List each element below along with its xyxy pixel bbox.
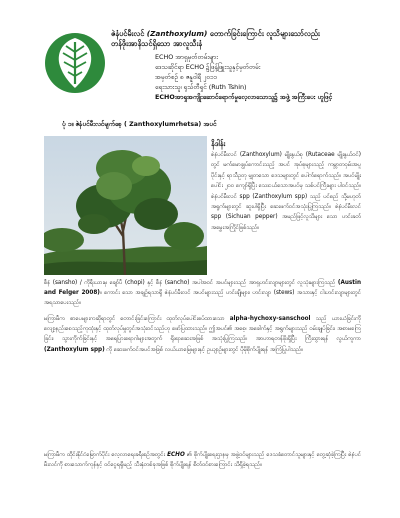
paragraph-3: မကြာမီက ထိုင်းနိုင်ငံမြောက်ပိုင်း လေ့လာရေးခရီးစဉ်အတွင်း ECHO ၏ စိုက်ပျိုးရေးဌာနမှ အဖွဲ့ဝင်များသည် ဒေသခံတောင်သူများနှင့် တွေ့ဆုံခဲ့ကြပြီး ဇဲနံပင်မီးလင်ကို စားသောက်ကုန်နှင့် ဝင်ငွေရရှိမည့် သီးနှံတစ်ခုအဖြစ် စိုက်ပျိုးရန် စိတ်ဝင်စားကြောင်း သိရှိခဲ့ရသည်။ bbox=[44, 452, 362, 469]
meta-series: ECHO အာရှမှတ်တမ်းများ bbox=[155, 53, 218, 61]
tree-photo bbox=[44, 136, 207, 275]
paragraph-2: မကြာမီက စာပေများကဆိုရာတွင် တောင်းခြင်းကြောင်း ထုတ်လုပ်ပေါင်းစပ်ထားသော alpha-hychoxy-sanschool သည် ယားယံခြင်းကို လျော့နည်းစေသည့်ကုထုံးနှင့် ထုတ်လုပ်မှုတွင်အသုံးဝင်သည်ဟု ဖော်ပြထားသည်။ ဤအပင်၏ အစေ့၊ အခေါက်နှင့် အရွက်များသည် ဝမ်းချုပ်ခြင်း၊ အစာမကြေခြင်း၊ သွားကိုက်ခြင်းနှင့် အရေပြားရောဂါများအတွက် ရိုးရာဆေးအဖြစ် အသုံးပြုကြသည်။ အာဟာရတန်ဖိုးရှိပြီး ကြီးထွားရန် လွယ်ကူကာ (Zanthoxylum spp) ကို ဆေးဖက်ဝင်အပင်အဖြစ် လယ်ယာမြေများနှင့် ဥယျာဉ်များတွင် ပိုမိုစိုက်ပျိုးရန် အကြံပြုပါသည်။ bbox=[44, 316, 361, 353]
article-title: ဇဲနံပင်မီးလင် (Zanthoxylum) တောက်ခြင်းကြောင်း လူသိများသော်လည်း တန်ဖိုးအာနိသင်ရှိသော အာလူသီးနံ bbox=[111, 29, 320, 48]
intro-heading: နိဒါန်း bbox=[211, 139, 226, 148]
meta-issue-date: အမှတ်စဉ် ၈ ဇန္နဝါရီ ၂၀၁၁ bbox=[155, 73, 218, 81]
meta-publisher: ဒေသဆိုင်ရာ ECHO ၌ဖြန့်ဖြူးသူနှင့်မှတ်တမ်း bbox=[155, 63, 261, 71]
meta-affiliation: ECHOအာရှအကျိုးဆောင်ရောက်မှုလေ့လာသောသူ၌ အဖွဲ့ အကြီးပေး ဟူဖြင့် bbox=[155, 93, 333, 101]
figure-caption: ပုံ ၁။ ဇဲနံပင်မီးလင်မျက်စေ့ ( Zanthoxylumrhetsa) အပင် bbox=[62, 121, 217, 128]
article-meta bbox=[155, 52, 385, 102]
meta-author: ရေးသားသူ၊ ရုသ်တီရှင် (Ruth Tshin) bbox=[155, 83, 247, 91]
paragraph-1: စီနံ (sansho) / ကိုရီးယားမှ ချော်ပီ (chopi) နှင့် စီနံ (sancho) အပါအဝင် အပင်များသည် အာရှဟင်းလျာများတွင် လူသုံးများကြသည် (Austin and Felger 2008)။ ကောင်း သော အချဉ်ရသာရှိ ဇဲနံပင်မီးလင် အပင်များသည် ဟင်းချိုများ၊ ဟင်းလျာ (stews) အသားနှင့် ငါးဟင်းလျာများတွင် အရသာပေးသည်။ bbox=[44, 280, 361, 307]
intro-paragraph: ဇဲနံပင်မီးလင် (Zanthoxylum) မျိုးနွယ်စု (Rutaceae မျိုးနွယ်ဝင်) တွင် မက်မောချွပ်ကောင်းသည့် အပင် အုပ်စုများသည့် ကမ္ဘာတဝှမ်းအပူပိုင်းနှင့် ရာသီဥတု မျှတသော ဒေသများတွင် ပေါက်ရောက်သည်။ အပင်မျိုးပေါင်း ၂၀၀ ကျော်ရှိပြီး သေးငယ်သောအပင်မှ သစ်ပင်ကြီးများ ပါဝင်သည်။ ဇဲနံပင်မီးလင် spp (Zanthoxylum spp) သည် ပင်စည် သို့မဟုတ် အရွက်များတွင် ဆူးပါရှိပြီး ဆေးဖက်ဝင်အသုံးပြုကြသည်။ ဇဲနံပင်မီးလင် spp (Sichuan pepper) အမည်ဖြင့်လူသိများ သော ဟင်းခတ်အမွှေးအကြိုင်ဖြစ်သည်။ bbox=[211, 152, 361, 231]
echo-leaf-logo bbox=[44, 32, 106, 94]
